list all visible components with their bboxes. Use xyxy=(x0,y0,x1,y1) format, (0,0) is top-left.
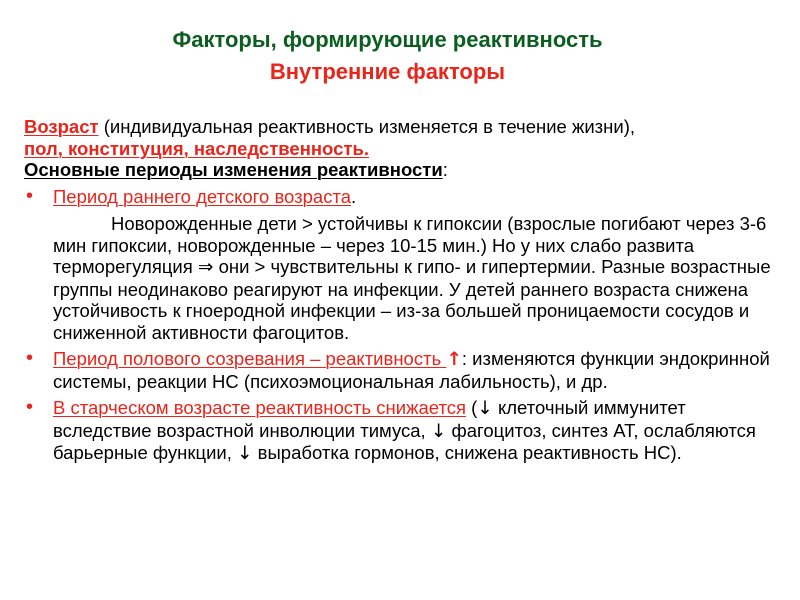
early-childhood-body-2: они > чувствительны к гипо- и гипертермии. Разные возрастные группы неодинаково реагируют на инфекции. У детей раннего возраста снижена устойчивость к гноеродной инфекции – из-за большей проницаемости сосудов и сниженной активности фагоцитов. xyxy=(53,256,771,343)
old-age-body-4: выработка гормонов, снижена реактивность НС). xyxy=(252,442,682,463)
old-age-body-2: клеточный иммунитет вследствие возрастной инволюции тимуса, xyxy=(53,397,686,441)
arrow-down-icon: ↓ xyxy=(237,443,253,464)
list-item-early-childhood xyxy=(24,186,784,344)
early-childhood-heading: Период раннего детского возраста xyxy=(53,185,352,207)
slide-title: Факторы, формирующие реактивность xyxy=(172,27,603,52)
periods-list xyxy=(24,186,784,465)
old-age-text xyxy=(53,397,784,465)
arrow-up-icon: ↑ xyxy=(446,349,462,370)
arrow-down-icon: ↓ xyxy=(430,420,447,442)
age-paragraph xyxy=(24,116,784,138)
puberty-body: : изменяются функции эндокринной системы, реакции НС (психоэмоциональная лабильность), и др. xyxy=(53,348,770,392)
early-childhood-body-1: Новорожденные дети > устойчивы к гипоксии (взрослые погибают через 3-6 мин гипоксии, новорожденные – через 10-15 мин.) Но у них слабо развита терморегуляция xyxy=(53,213,767,277)
periods-colon: : xyxy=(442,159,448,180)
early-childhood-body xyxy=(53,213,784,343)
age-word: Возраст xyxy=(24,116,99,137)
old-age-body-1: ( xyxy=(465,397,478,418)
early-childhood-heading-line xyxy=(53,186,784,208)
arrow-down-icon: ↓ xyxy=(477,398,493,419)
slide-content xyxy=(24,116,784,465)
old-age-body-3: фагоцитоз, синтез АТ, ослабляются барьерные функции, xyxy=(53,419,756,463)
old-age-heading: В старческом возрасте реактивность снижается xyxy=(53,397,466,418)
age-note: (индивидуальная реактивность изменяется в течение жизни), xyxy=(98,116,635,137)
list-item-old-age xyxy=(24,397,784,465)
periods-heading-line xyxy=(24,159,784,181)
bullet-icon: • xyxy=(26,347,34,369)
factors-line: пол, конституция, наследственность. xyxy=(24,137,369,159)
puberty-heading: Период полового созревания – реактивность xyxy=(53,348,447,369)
implies-arrow-icon: ⇒ xyxy=(197,257,214,278)
puberty-text xyxy=(53,348,784,392)
bullet-icon: • xyxy=(26,396,34,418)
list-item-puberty xyxy=(24,348,784,392)
bullet-icon: • xyxy=(26,184,34,207)
early-childhood-heading-tail: . xyxy=(351,185,357,207)
periods-heading: Основные периоды изменения реактивности xyxy=(24,159,443,180)
slide-subtitle: Внутренние факторы xyxy=(269,59,506,84)
